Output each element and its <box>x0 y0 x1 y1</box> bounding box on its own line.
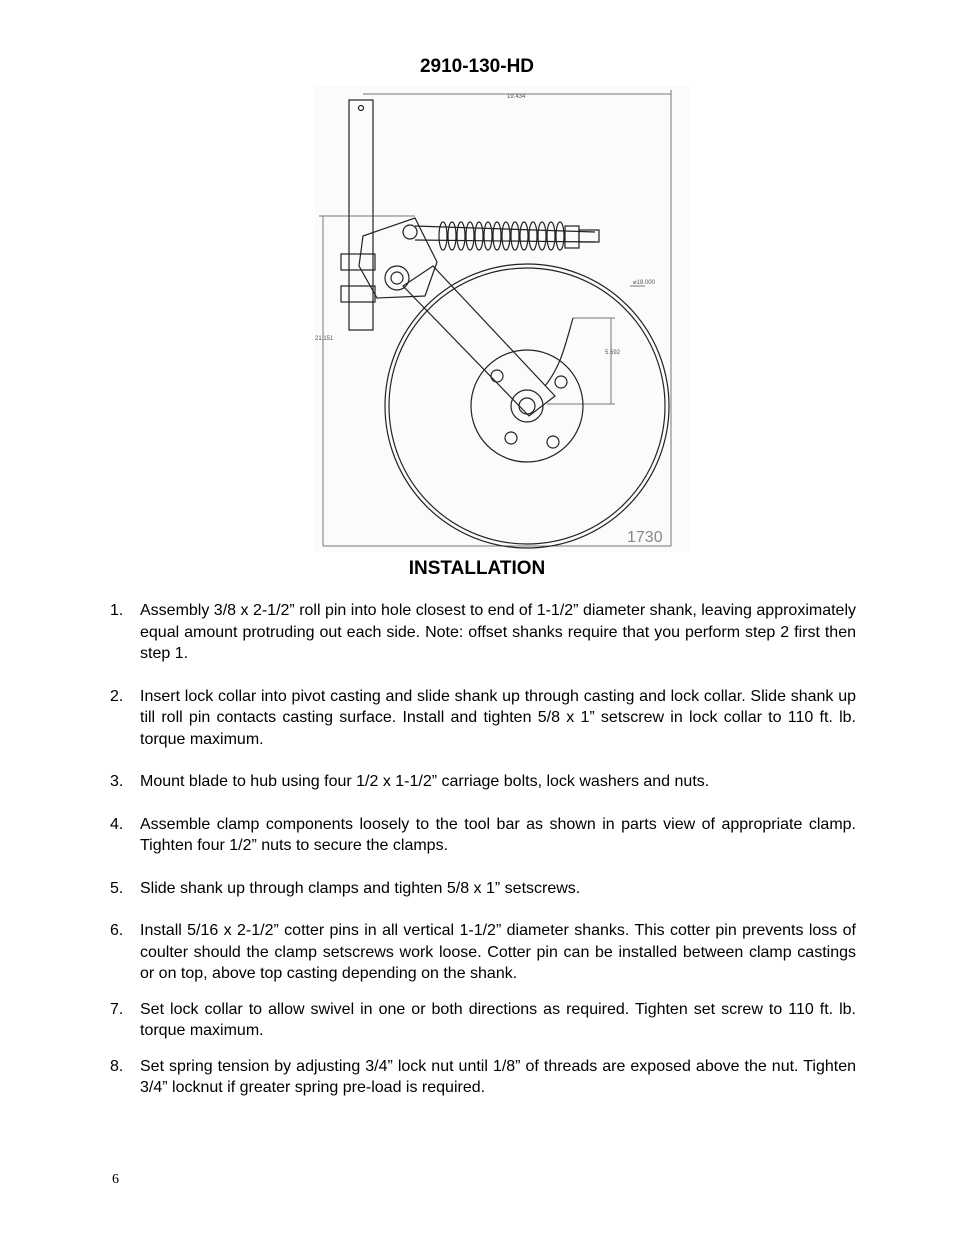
step-text: Set lock collar to allow swivel in one or both directions as required. Tighten set screw to 110 ft. lb. torque maximum. <box>140 1000 856 1039</box>
step-5 <box>110 878 856 900</box>
step-text: Assemble clamp components loosely to the tool bar as shown in parts view of appropriate clamp. Tighten four 1/2” nuts to secure the clamps. <box>140 815 856 854</box>
step-6 <box>110 920 856 985</box>
drawing-frame <box>315 86 689 552</box>
step-number: 8. <box>110 1057 124 1075</box>
step-2 <box>110 686 856 751</box>
step-text: Mount blade to hub using four 1/2 x 1-1/2” carriage bolts, lock washers and nuts. <box>140 773 710 790</box>
step-number: 6. <box>110 922 124 939</box>
offset-dimension-label: 5.592 <box>605 350 621 356</box>
step-number: 2. <box>110 687 124 705</box>
step-7 <box>110 999 856 1042</box>
step-text: Set spring tension by adjusting 3/4” lock nut until 1/8” of threads are exposed above the nut. Tighten 3/4” locknut if greater spring pre-load is required. <box>140 1057 856 1096</box>
drawing-id: 1730 <box>627 529 663 546</box>
step-number: 1. <box>110 602 124 619</box>
step-number: 3. <box>110 773 124 790</box>
step-4 <box>110 814 856 857</box>
step-text: Assembly 3/8 x 2-1/2” roll pin into hole closest to end of 1-1/2” diameter shank, leaving approximately equal amount protruding out each side. Note: offset shanks require that you perform step 2 first then step 1. <box>140 602 856 662</box>
step-3 <box>110 771 856 793</box>
page-number: 6 <box>112 1172 119 1187</box>
coulter-assembly-drawing <box>315 86 689 552</box>
step-number: 7. <box>110 1000 124 1018</box>
step-text: Slide shank up through clamps and tighten 5/8 x 1” setscrews. <box>140 879 581 897</box>
installation-steps <box>110 600 856 1099</box>
step-text: Install 5/16 x 2-1/2” cotter pins in all vertical 1-1/2” diameter shanks. This cotter pin prevents loss of coulter should the clamp setscrews work loose. Cotter pin can be installed between clamp castings or on top, above top casting depending on the shank. <box>140 922 856 982</box>
width-dimension-label: 19.434 <box>507 94 526 100</box>
section-heading: INSTALLATION <box>408 558 546 579</box>
page-title: 2910-130-HD <box>419 56 535 77</box>
step-8 <box>110 1056 856 1099</box>
step-number: 5. <box>110 879 124 897</box>
diameter-label: ⌀18.000 <box>633 280 655 286</box>
step-number: 4. <box>110 815 124 833</box>
step-1 <box>110 600 856 665</box>
step-text: Insert lock collar into pivot casting and slide shank up through casting and lock collar. Slide shank up till roll pin contacts casting surface. Install and tighten 5/8 x 1” setscrew in lock collar to 110 ft. lb. torque maximum. <box>140 687 856 748</box>
height-dimension-label: 21.151 <box>315 336 334 342</box>
